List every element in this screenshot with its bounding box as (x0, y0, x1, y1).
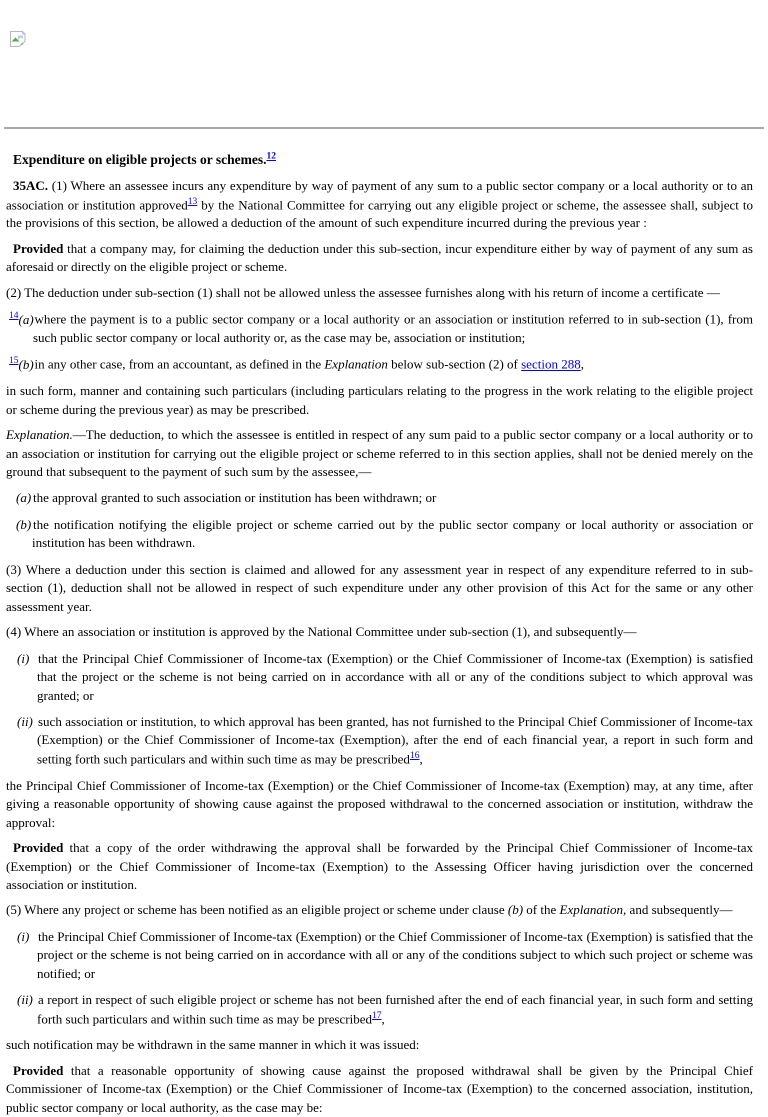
text-run: and subsequently— (626, 902, 733, 918)
text-run: Explanation, (559, 902, 627, 918)
section-heading (6, 150, 753, 169)
clause-marker: (i) (17, 928, 30, 944)
superscript (410, 751, 420, 761)
paragraph-proviso-2 (6, 839, 753, 894)
cross-reference-link[interactable]: section 288 (521, 356, 581, 372)
text-run: —The deduction, to which the assessee is entitled in respect of any sum paid to a public sector company or a local authority or to an association or institution for carrying out the eligible project or scheme referred to in this section applies, shall not be denied merely on the ground that subsequent to the payment of such sum by the assessee,— (6, 427, 753, 480)
footnote-link-13[interactable]: 13 (187, 196, 198, 207)
text-run: Expenditure on eligible projects or schemes. (13, 152, 267, 167)
text-run: 35AC. (13, 178, 49, 194)
text-run: by the National Committee for carrying out any eligible project or scheme, the assessee shall, subject to the provisions of this section, be allowed a deduction of the amount of such expenditure incurred during the previous year : (6, 196, 753, 231)
footnote-link-14[interactable]: 14 (9, 311, 19, 322)
text-run: Provided (13, 1062, 64, 1078)
text-run: that a company may, for claiming the deduction under this sub-section, incur expenditure either by way of payment of any sum as aforesaid or directly on the eligible project or scheme. (6, 240, 753, 275)
text-run: that a copy of the order withdrawing the approval shall be forwarded by the Principal Chief Commissioner of Income-tax (Exemption) or the Chief Commissioner of Income-tax (Exemption) to the Assessing Officer having jurisdiction over the concerned association or institution. (6, 840, 753, 892)
superscript (372, 1011, 382, 1021)
clause-4-ii (6, 713, 753, 769)
text-run: that the Principal Chief Commissioner of Income-tax (Exemption) or the Chief Commissioner of Income-tax (Exemption) is satisfied that the project or the scheme is not being carried on in accordance with all or any of the conditions subject to which approval was granted; or (37, 650, 753, 703)
paragraph-proviso-3 (6, 1062, 753, 1117)
paragraph-proviso-1 (6, 240, 753, 277)
text-run: (4) Where an association or institution is approved by the National Committee under sub-section (1), and subsequently— (6, 624, 637, 640)
paragraph-sub4-tail (6, 777, 753, 832)
superscript (9, 311, 19, 321)
superscript (267, 152, 277, 162)
clause-expl-a (6, 489, 753, 507)
footnote-link-12[interactable]: 12 (266, 151, 276, 162)
text-run: a report in respect of such eligible project or scheme has not been furnished after the end of each financial year, in such form and setting forth such particulars and within such time as may be prescribed (37, 992, 753, 1027)
clause-marker: (b) (16, 516, 32, 532)
clause-2b (6, 355, 753, 374)
text-run: , (580, 356, 584, 372)
footnote-link-17[interactable]: 17 (372, 1010, 382, 1021)
text-run: the notification notifying the eligible project or scheme carried out by the public sector company or local authority or association or institution has been withdrawn. (32, 516, 753, 551)
text-run: the approval granted to such association or institution has been withdrawn; or (33, 490, 437, 506)
clause-marker: (b) (18, 356, 34, 372)
text-run: that a reasonable opportunity of showing cause against the proposed withdrawal shall be given by the Principal Chief Commissioner of Income-tax (Exemption) or the Chief Commissioner of Income-tax (Exemption) to the concerned association, institution, public sector company or local authority, as the case may be: (6, 1062, 753, 1115)
text-run: the Principal Chief Commissioner of Income-tax (Exemption) or the Chief Commissioner of Income-tax (Exemption) may, at any time, after giving a reasonable opportunity of showing cause against the proposed withdrawal to the concerned association or institution, withdraw the approval: (6, 777, 753, 830)
clause-marker: (a) (16, 490, 32, 506)
text-run: of the (523, 902, 560, 918)
clause-marker: (i) (17, 650, 30, 666)
text-run: (b) (507, 902, 524, 918)
text-run: (3) Where a deduction under this section is claimed and allowed for any assessment year in respect of any expenditure referred to in sub-section (1), deduction shall not be allowed in respect of such expenditure under any other provision of this Act for the same or any other assessment year. (6, 561, 753, 614)
paragraph-sub4 (6, 623, 753, 641)
text-run: (1) Where an assessee incurs any expenditure by way of payment of any sum to a public sector company or a local authority or to an association or institution approved (6, 178, 753, 212)
text-run: such notification may be withdrawn in the same manner in which it was issued: (6, 1037, 420, 1053)
paragraph-35ac-1 (6, 177, 753, 233)
text-run: , (381, 1011, 385, 1027)
text-run: such association or institution, to which approval has been granted, has not furnished to the Principal Chief Commissioner of Income-tax (Exemption) or the Chief Commissioner of Income-tax (Exemption), after the end of each financial year, a report in such form and setting forth such particulars and within such time as may be prescribed (37, 714, 753, 767)
paragraph-sub5 (6, 901, 753, 919)
text-run: Provided (13, 840, 64, 856)
clause-marker: (ii) (17, 992, 33, 1008)
text-run: Explanation (324, 356, 388, 372)
paragraph-sub5-tail (6, 1036, 753, 1054)
page-top-area (0, 0, 768, 127)
footnote-link-15[interactable]: 15 (9, 356, 19, 367)
text-run: where the payment is to a public sector company or a local authority or an association or institution referred to in sub-section (1), from such public sector company or local authority or, as the case may be, association or institution; (33, 311, 753, 345)
text-run: Explanation. (6, 427, 73, 443)
text-run: below sub-section (2) of (387, 356, 522, 372)
footnote-link-16[interactable]: 16 (409, 750, 420, 761)
clause-marker: (ii) (17, 714, 33, 730)
paragraph-sub2-tail (6, 382, 753, 419)
broken-image-icon (9, 31, 26, 47)
clause-expl-b (6, 516, 753, 553)
clause-5-ii (6, 991, 753, 1028)
clause-marker: (a) (18, 311, 34, 327)
superscript (9, 356, 19, 366)
clause-4-i (6, 650, 753, 705)
document-content (0, 129, 768, 1117)
text-run: (2) The deduction under sub-section (1) shall not be allowed unless the assessee furnishes along with his return of income a certificate — (6, 284, 720, 300)
text-run: in such form, manner and containing such particulars (including particulars relating to the progress in the work relating to the eligible project or scheme during the previous year) as may be prescribed. (6, 383, 753, 417)
text-run: in any other case, from an accountant, as defined in the (34, 356, 325, 372)
paragraph-sub3 (6, 561, 753, 616)
text-run: (5) Where any project or scheme has been notified as an eligible project or scheme under clause (6, 902, 508, 918)
clause-2a (6, 310, 753, 347)
text-run: the Principal Chief Commissioner of Income-tax (Exemption) or the Chief Commissioner of Income-tax (Exemption) is satisfied that the project or the scheme is not being carried on in accordance with all or any of the conditions subject to which such project or scheme was notified; or (37, 928, 753, 981)
paragraph-explanation (6, 426, 753, 481)
text-run: , (419, 751, 423, 767)
text-run: Provided (13, 240, 64, 256)
paragraph-sub2 (6, 284, 753, 302)
clause-5-i (6, 928, 753, 983)
superscript (188, 197, 198, 207)
